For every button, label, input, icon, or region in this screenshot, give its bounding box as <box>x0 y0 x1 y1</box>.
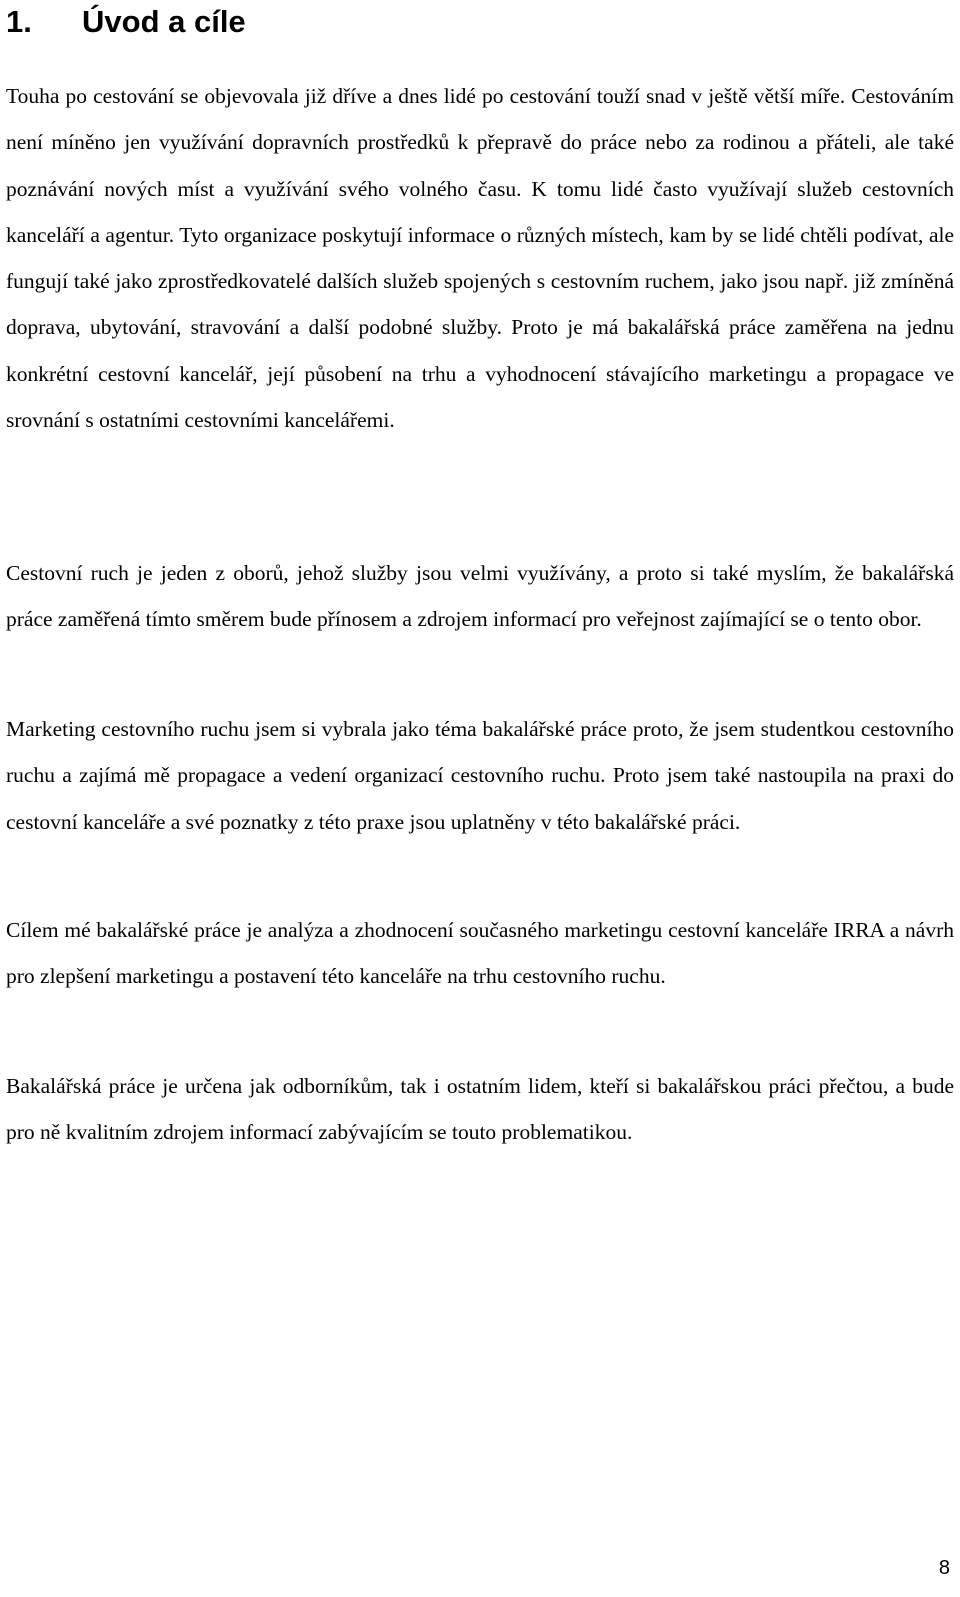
paragraph-audience: Bakalářská práce je určena jak odborníkům, tak i ostatním lidem, kteří si bakalářskou práci přečtou, a bude pro ně kvalitním zdrojem informací zabývajícím se touto problematikou. <box>6 1074 954 1145</box>
paragraph-topic-choice: Marketing cestovního ruchu jsem si vybrala jako téma bakalářské práce proto, že jsem studentkou cestovního ruchu a zajímá mě propagace a vedení organizací cestovního ruchu. Proto jsem také nastoupila na praxi do cestovní kanceláře a své poznatky z této praxe jsou uplatněny v této bakalářské práci. <box>6 717 954 834</box>
page-number: 8 <box>938 1557 950 1579</box>
paragraph-intro: Touha po cestování se objevovala již dříve a dnes lidé po cestování touží snad v ještě větší míře. Cestováním není míněno jen využívání dopravních prostředků k přepravě do práce nebo za rodinou a přáteli, ale také poznávání nových míst a využívání svého volného času. K tomu lidé často využívají služeb cestovních kanceláří a agentur. Tyto organizace poskytují informace o různých místech, kam by se lidé chtěli podívat, ale fungují také jako zprostředkovatelé dalších služeb spojených s cestovním ruchem, jako jsou např. již zmíněná doprava, ubytování, stravování a další podobné služby. Proto je má bakalářská práce zaměřena na jednu konkrétní cestovní kancelář, její působení na trhu a vyhodnocení stávajícího marketingu a propagace ve srovnání s ostatními cestovními kancelářemi. <box>6 84 954 433</box>
paragraph-goal: Cílem mé bakalářské práce je analýza a zhodnocení současného marketingu cestovní kanceláře IRRA a návrh pro zlepšení marketingu a postavení této kanceláře na trhu cestovního ruchu. <box>6 918 954 989</box>
paragraph-tourism-field: Cestovní ruch je jeden z oborů, jehož služby jsou velmi využívány, a proto si také myslím, že bakalářská práce zaměřená tímto směrem bude přínosem a zdrojem informací pro veřejnost zajímající se o tento obor. <box>6 561 954 632</box>
chapter-title: Úvod a cíle <box>82 4 246 39</box>
chapter-heading <box>6 0 246 44</box>
chapter-number: 1. <box>6 4 32 39</box>
